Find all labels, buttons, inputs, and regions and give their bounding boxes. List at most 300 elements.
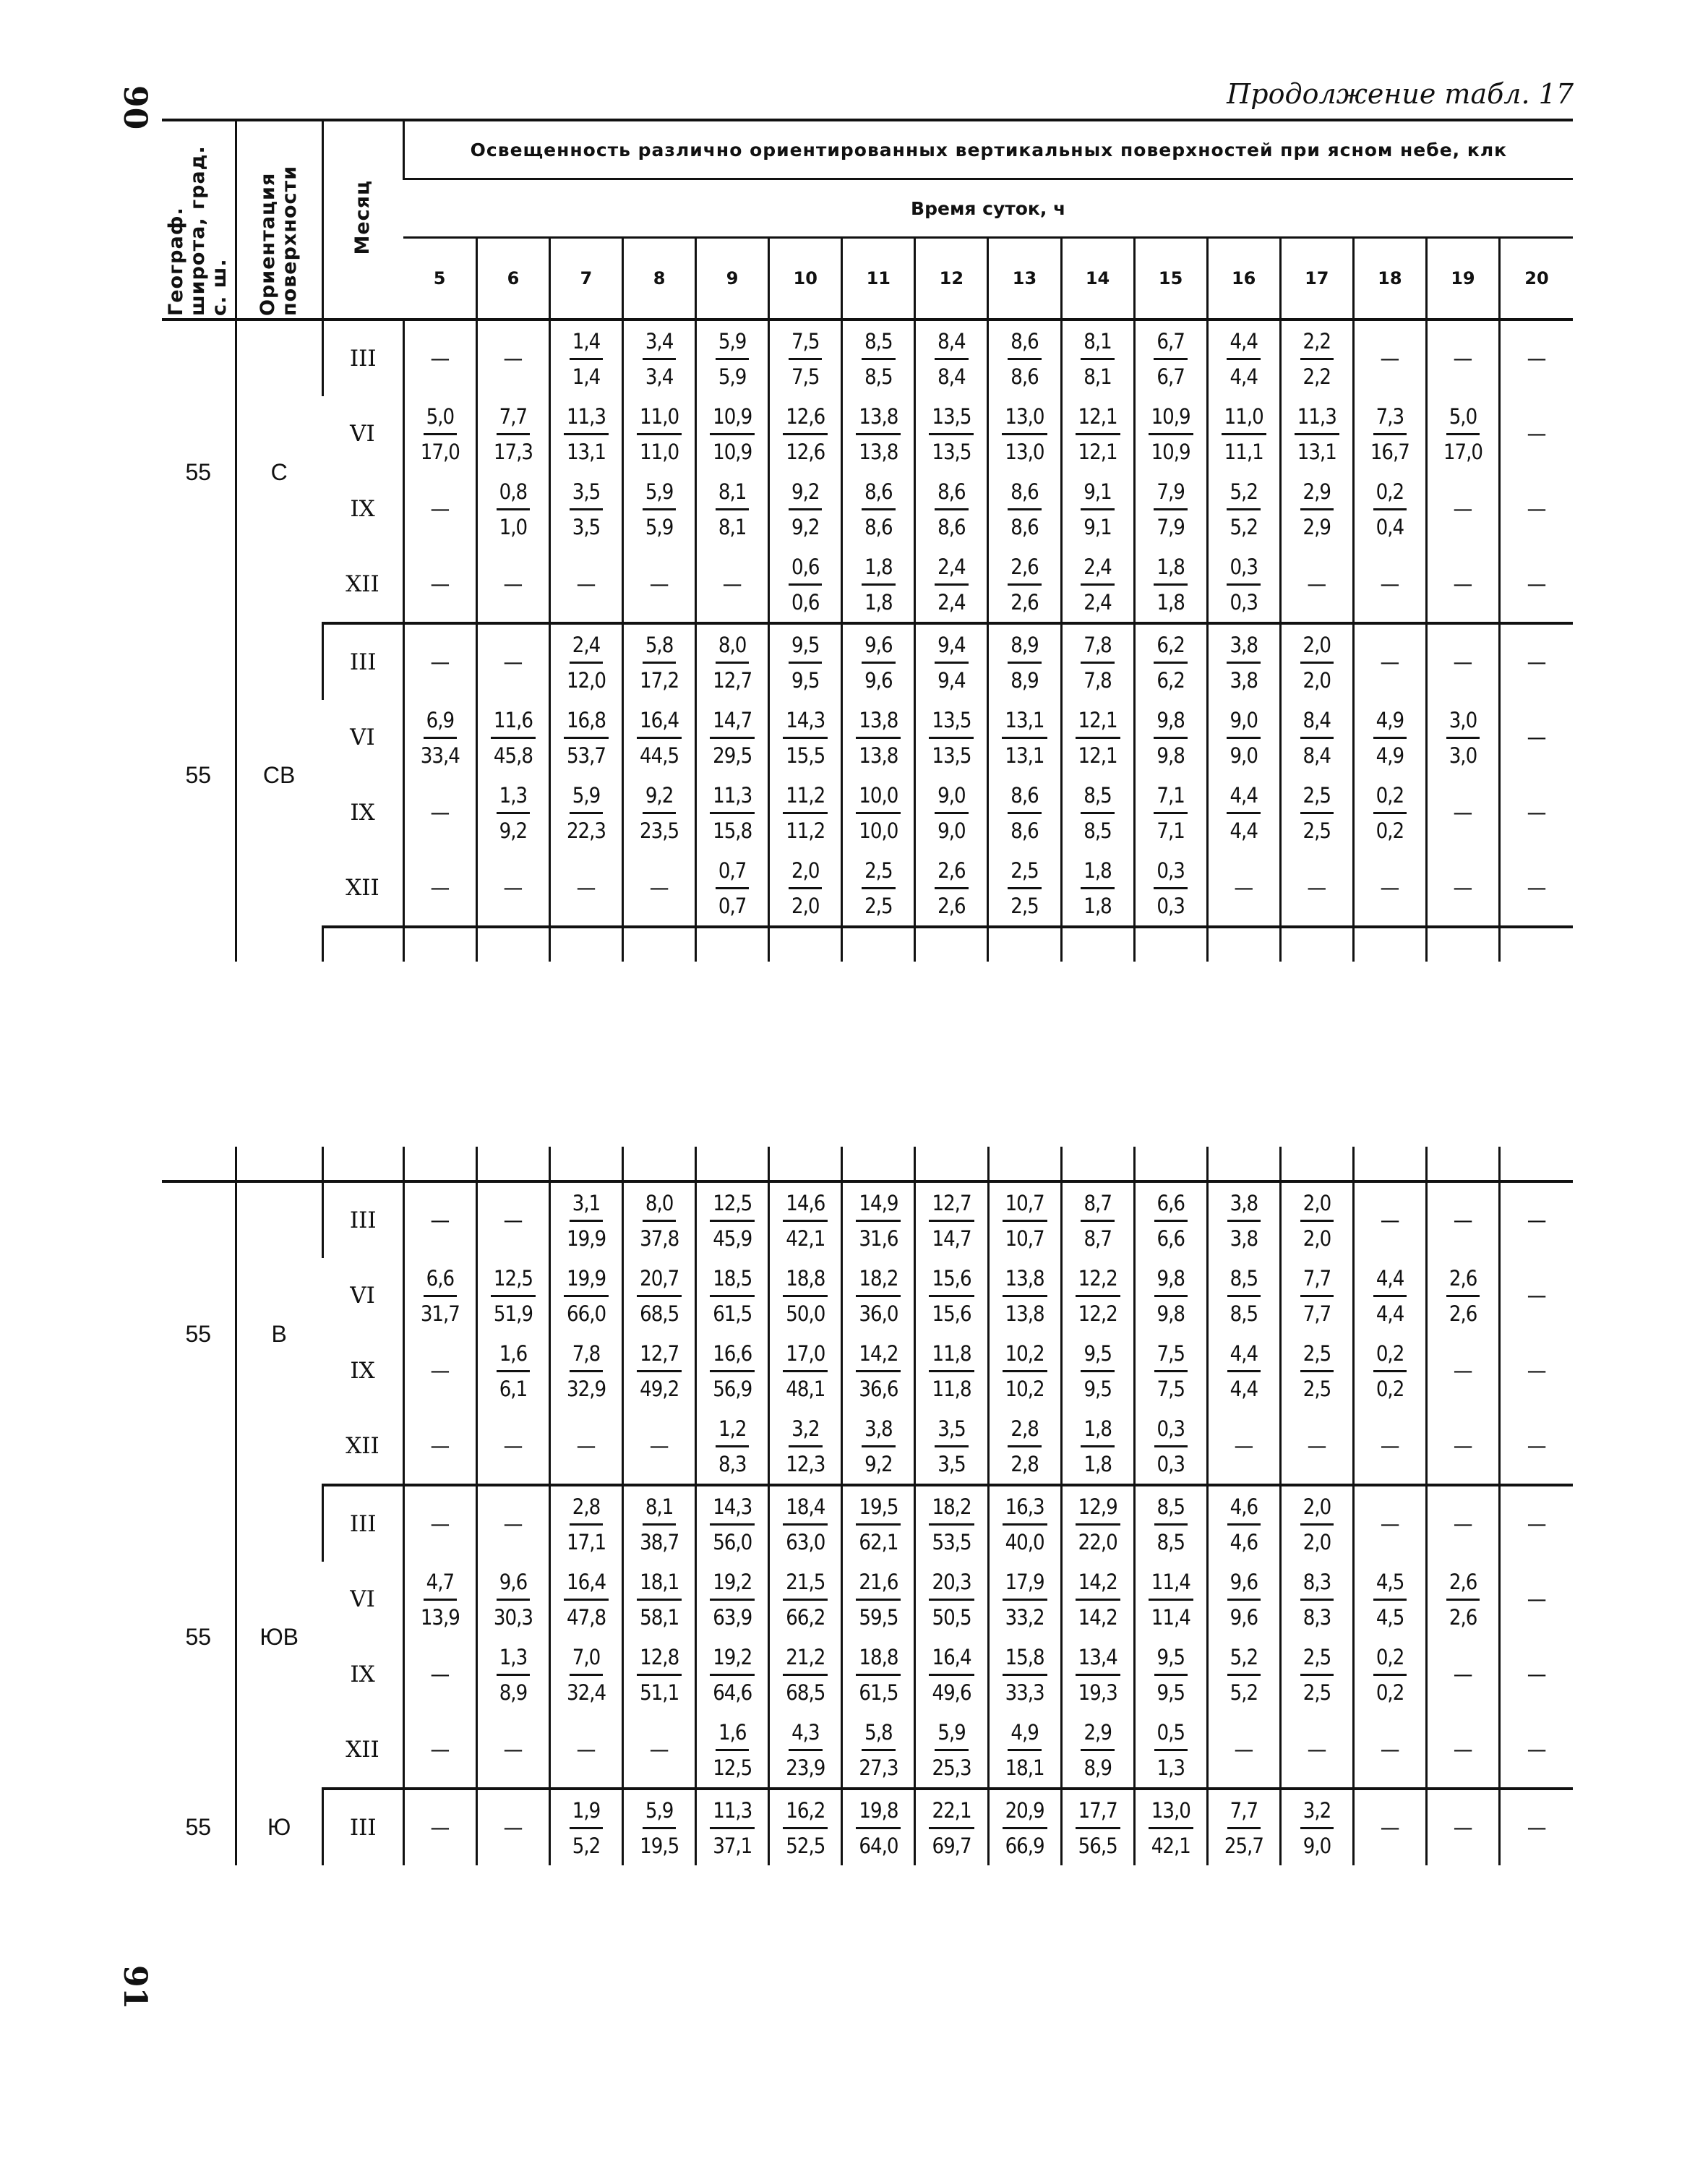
empty-dash: — xyxy=(1380,1511,1400,1537)
value-total: 2,5 xyxy=(1303,1680,1331,1705)
illuminance-fraction xyxy=(1081,329,1114,389)
value-cell xyxy=(842,1181,915,1258)
month-cell: III xyxy=(322,1485,403,1562)
value-direct: 8,6 xyxy=(1008,783,1041,814)
value-total: 12,1 xyxy=(1078,439,1117,464)
value-direct: 13,0 xyxy=(1002,404,1047,435)
value-cell xyxy=(1499,396,1573,471)
empty-dash: — xyxy=(1453,496,1473,522)
illuminance-fraction xyxy=(929,1570,974,1630)
spacer-cell xyxy=(1280,927,1353,962)
illuminance-fraction xyxy=(1149,404,1193,464)
value-cell xyxy=(1499,700,1573,775)
illuminance-fraction xyxy=(710,1191,755,1251)
value-cell xyxy=(476,623,549,700)
empty-dash: — xyxy=(1453,1661,1473,1687)
illuminance-fraction xyxy=(1373,708,1407,768)
value-direct: 17,9 xyxy=(1003,1570,1047,1601)
illuminance-fraction xyxy=(567,1341,606,1401)
value-direct: 7,7 xyxy=(497,404,530,435)
value-total: 14,7 xyxy=(932,1225,971,1251)
illuminance-fraction xyxy=(491,1266,536,1326)
illuminance-fraction xyxy=(713,1720,752,1780)
value-cell xyxy=(1426,850,1499,927)
month-cell: IX xyxy=(350,496,375,522)
empty-dash: — xyxy=(1527,496,1547,522)
illuminance-fraction xyxy=(929,1645,974,1705)
value-cell xyxy=(988,320,1061,396)
value-cell xyxy=(476,1333,549,1408)
value-direct: 8,5 xyxy=(1154,1494,1188,1526)
value-direct: 13,8 xyxy=(1003,1266,1047,1297)
illuminance-fraction xyxy=(1154,708,1187,768)
month-cell: IX xyxy=(350,1661,375,1687)
value-direct: 5,9 xyxy=(643,1798,676,1829)
value-cell xyxy=(769,1258,842,1333)
value-direct: 6,2 xyxy=(1154,633,1187,664)
value-cell xyxy=(1280,1637,1353,1712)
value-cell xyxy=(549,320,622,396)
value-cell xyxy=(1354,1562,1427,1637)
value-total: 0,7 xyxy=(718,893,747,918)
illuminance-fraction xyxy=(1081,1720,1114,1780)
illuminance-fraction xyxy=(1076,1494,1120,1554)
value-direct: 3,5 xyxy=(935,1416,968,1447)
value-cell xyxy=(550,1789,623,1865)
value-direct: 2,4 xyxy=(570,633,603,664)
illuminance-fraction xyxy=(1300,1191,1334,1251)
hour-header: 12 xyxy=(915,238,988,320)
illuminance-fraction xyxy=(570,329,603,389)
value-direct: 0,6 xyxy=(789,555,822,586)
table-title: Освещенность различно ориентированных вертикальных поверхностей при ясном небе, клк xyxy=(403,121,1573,179)
value-cell xyxy=(623,623,696,700)
value-total: 9,4 xyxy=(937,667,966,693)
running-head: Продолжение табл. 17 xyxy=(1227,78,1574,110)
value-direct: 5,9 xyxy=(716,329,749,360)
value-direct: 19,2 xyxy=(710,1645,755,1676)
value-total: 66,2 xyxy=(786,1604,825,1630)
value-direct: 7,8 xyxy=(570,1341,603,1372)
value-total: 33,3 xyxy=(1005,1680,1044,1705)
value-total: 17,2 xyxy=(640,667,679,693)
value-direct: 0,2 xyxy=(1373,1341,1407,1372)
hour-header: 9 xyxy=(696,238,769,320)
illuminance-fraction xyxy=(859,1720,898,1780)
empty-dash: — xyxy=(503,1815,523,1841)
value-direct: 7,0 xyxy=(570,1645,603,1676)
value-total: 10,2 xyxy=(1005,1376,1044,1401)
value-total: 8,5 xyxy=(1229,1301,1258,1326)
value-cell xyxy=(842,320,915,396)
value-total: 0,2 xyxy=(1376,1680,1404,1705)
empty-dash: — xyxy=(1453,1433,1473,1459)
illuminance-fraction xyxy=(789,858,822,918)
spacer-cell xyxy=(162,1147,236,1181)
empty-dash: — xyxy=(1527,1586,1547,1612)
value-cell xyxy=(403,1485,476,1562)
value-cell xyxy=(1134,1789,1207,1865)
value-total: 51,1 xyxy=(640,1680,679,1705)
empty-dash: — xyxy=(1380,1207,1400,1233)
value-cell xyxy=(1499,775,1573,850)
value-direct: 5,9 xyxy=(570,783,603,814)
value-total: 9,6 xyxy=(1229,1604,1258,1630)
empty-dash: — xyxy=(1234,875,1254,901)
value-total: 27,3 xyxy=(859,1755,898,1780)
value-cell xyxy=(1061,700,1134,775)
spacer-cell xyxy=(842,1147,915,1181)
value-cell xyxy=(1061,1637,1134,1712)
illuminance-fraction xyxy=(935,783,968,843)
value-direct: 9,5 xyxy=(789,633,822,664)
value-direct: 8,6 xyxy=(1008,479,1041,510)
value-cell xyxy=(1134,775,1207,850)
empty-dash: — xyxy=(503,1207,523,1233)
spacer-cell xyxy=(623,927,696,962)
value-total: 68,5 xyxy=(640,1301,679,1326)
value-cell xyxy=(696,1258,769,1333)
illuminance-fraction xyxy=(1446,708,1480,768)
illuminance-fraction xyxy=(1373,1266,1407,1326)
empty-dash: — xyxy=(1527,1283,1547,1309)
spacer-cell xyxy=(1134,927,1207,962)
value-total: 8,9 xyxy=(499,1680,528,1705)
value-cell xyxy=(915,1789,988,1865)
illuminance-fraction xyxy=(1154,633,1187,693)
value-direct: 4,9 xyxy=(1373,708,1407,739)
illuminance-fraction xyxy=(1154,858,1187,918)
value-direct: 7,7 xyxy=(1300,1266,1334,1297)
illuminance-fraction xyxy=(716,858,749,918)
value-direct: 6,6 xyxy=(1154,1191,1188,1222)
table-row xyxy=(162,1258,1573,1333)
spacer-cell xyxy=(769,1147,842,1181)
value-total: 13,1 xyxy=(1297,439,1336,464)
value-total: 69,7 xyxy=(932,1833,971,1858)
table-row xyxy=(162,775,1573,850)
spacer-cell xyxy=(696,1147,769,1181)
illuminance-fraction xyxy=(710,1341,755,1401)
empty-dash: — xyxy=(1527,1207,1547,1233)
illuminance-fraction xyxy=(1300,1341,1334,1401)
illuminance-fraction xyxy=(1227,783,1260,843)
value-total: 8,5 xyxy=(864,364,893,389)
value-total: 2,0 xyxy=(1303,667,1331,693)
orientation-cell: В xyxy=(236,1181,322,1485)
value-cell xyxy=(842,547,915,623)
value-direct: 7,9 xyxy=(1154,479,1187,510)
value-direct: 9,4 xyxy=(935,633,968,664)
value-cell xyxy=(1500,1712,1573,1789)
value-direct: 3,4 xyxy=(643,329,676,360)
empty-dash: — xyxy=(1527,1737,1547,1763)
value-direct: 20,3 xyxy=(929,1570,974,1601)
value-total: 19,3 xyxy=(1078,1680,1117,1705)
value-total: 13,8 xyxy=(1005,1301,1044,1326)
illuminance-fraction xyxy=(640,1191,679,1251)
value-direct: 16,3 xyxy=(1003,1494,1047,1526)
value-cell xyxy=(915,1562,988,1637)
table-row xyxy=(162,471,1573,547)
value-cell xyxy=(769,623,842,700)
illuminance-fraction xyxy=(570,1798,603,1858)
value-cell xyxy=(623,1712,696,1789)
value-cell xyxy=(1280,1562,1353,1637)
value-cell xyxy=(1280,471,1353,547)
spacer-cell xyxy=(236,927,322,962)
value-direct: 3,8 xyxy=(1227,633,1260,664)
value-direct: 10,2 xyxy=(1003,1341,1047,1372)
value-direct: 7,3 xyxy=(1373,404,1407,435)
illuminance-fraction xyxy=(710,1570,755,1630)
illuminance-table-lower xyxy=(162,1147,1573,1865)
value-cell xyxy=(696,1637,769,1712)
value-cell xyxy=(403,396,476,471)
value-total: 6,7 xyxy=(1156,364,1185,389)
value-total: 2,6 xyxy=(937,893,966,918)
value-direct: 2,8 xyxy=(570,1494,603,1526)
illuminance-fraction xyxy=(1008,555,1041,615)
value-cell xyxy=(988,1712,1061,1789)
value-total: 8,5 xyxy=(1083,818,1112,843)
value-total: 13,8 xyxy=(859,743,898,768)
value-direct: 21,6 xyxy=(856,1570,901,1601)
value-cell xyxy=(1353,471,1426,547)
value-direct: 2,5 xyxy=(1300,1645,1334,1676)
value-cell xyxy=(1280,547,1353,623)
value-cell xyxy=(915,1637,988,1712)
illuminance-fraction xyxy=(1081,783,1114,843)
latitude-cell: 55 xyxy=(185,458,212,485)
value-total: 47,8 xyxy=(567,1604,606,1630)
value-total: 63,0 xyxy=(786,1529,825,1554)
value-cell xyxy=(549,471,622,547)
value-cell xyxy=(623,1258,696,1333)
illuminance-fraction xyxy=(1081,1191,1114,1251)
spacer-cell xyxy=(322,927,403,962)
illuminance-fraction xyxy=(1154,329,1187,389)
value-direct: 9,2 xyxy=(643,783,676,814)
spacer-cell xyxy=(322,1147,403,1181)
spacer-cell xyxy=(988,927,1061,962)
value-total: 32,9 xyxy=(567,1376,606,1401)
value-direct: 8,1 xyxy=(716,479,749,510)
month-cell: VI xyxy=(350,724,375,750)
illuminance-fraction xyxy=(1008,783,1041,843)
illuminance-fraction xyxy=(1081,633,1114,693)
value-total: 6,6 xyxy=(1156,1225,1185,1251)
illuminance-fraction xyxy=(1154,1266,1188,1326)
illuminance-fraction xyxy=(1149,1570,1193,1630)
value-cell xyxy=(915,1408,988,1485)
value-cell xyxy=(769,320,842,396)
illuminance-fraction xyxy=(421,1266,460,1326)
empty-dash: — xyxy=(430,1661,450,1687)
value-direct: 1,8 xyxy=(1081,858,1114,889)
value-total: 66,9 xyxy=(1005,1833,1044,1858)
header-month-label: Месяц xyxy=(351,180,374,255)
value-direct: 13,8 xyxy=(856,404,901,435)
value-cell xyxy=(403,1562,476,1637)
value-cell xyxy=(1134,1181,1207,1258)
illuminance-fraction xyxy=(932,1720,971,1780)
value-direct: 0,2 xyxy=(1373,479,1407,510)
value-cell xyxy=(403,1181,476,1258)
spacer-cell xyxy=(1134,1147,1207,1181)
illuminance-fraction xyxy=(1002,404,1047,464)
empty-dash: — xyxy=(1453,571,1473,597)
value-cell xyxy=(769,1712,842,1789)
value-cell xyxy=(988,700,1061,775)
value-total: 13,5 xyxy=(932,743,971,768)
spacer-cell xyxy=(1353,927,1426,962)
value-direct: 9,0 xyxy=(1227,708,1260,739)
empty-dash: — xyxy=(1527,649,1547,675)
table-row xyxy=(162,1789,1573,1865)
hour-header: 19 xyxy=(1426,238,1499,320)
illuminance-fraction xyxy=(783,1494,828,1554)
spacer-cell xyxy=(623,1147,696,1181)
empty-dash: — xyxy=(649,1433,669,1459)
value-cell xyxy=(1280,1181,1353,1258)
empty-dash: — xyxy=(1527,1661,1547,1687)
value-cell xyxy=(550,1181,623,1258)
value-cell xyxy=(1061,775,1134,850)
value-cell xyxy=(988,775,1061,850)
value-total: 38,7 xyxy=(640,1529,679,1554)
hour-header: 18 xyxy=(1353,238,1426,320)
illuminance-fraction xyxy=(716,479,749,539)
value-direct: 8,1 xyxy=(643,1494,676,1526)
value-cell xyxy=(623,850,696,927)
illuminance-fraction xyxy=(497,479,530,539)
value-direct: 2,8 xyxy=(1008,1416,1041,1447)
value-cell xyxy=(915,775,988,850)
empty-dash: — xyxy=(1380,571,1400,597)
value-direct: 12,7 xyxy=(637,1341,682,1372)
value-total: 3,5 xyxy=(572,514,601,539)
value-total: 1,8 xyxy=(1083,1451,1112,1476)
value-cell xyxy=(988,1408,1061,1485)
value-cell xyxy=(1354,1789,1427,1865)
empty-dash: — xyxy=(1453,875,1473,901)
value-total: 8,3 xyxy=(718,1451,747,1476)
value-cell xyxy=(769,775,842,850)
value-cell xyxy=(915,320,988,396)
illuminance-fraction xyxy=(1373,479,1407,539)
value-cell xyxy=(476,1637,549,1712)
spacer-cell xyxy=(549,927,622,962)
value-cell xyxy=(1207,1333,1280,1408)
hour-header: 5 xyxy=(403,238,476,320)
value-cell xyxy=(1207,775,1280,850)
value-cell xyxy=(1280,396,1353,471)
illuminance-fraction xyxy=(1227,633,1260,693)
illuminance-fraction xyxy=(1300,1494,1334,1554)
value-cell xyxy=(842,1789,915,1865)
value-cell xyxy=(1427,1408,1500,1485)
value-total: 53,7 xyxy=(566,743,606,768)
hour-header: 10 xyxy=(769,238,842,320)
value-direct: 1,2 xyxy=(716,1416,749,1447)
value-total: 8,6 xyxy=(864,514,893,539)
illuminance-fraction xyxy=(716,329,749,389)
value-direct: 8,0 xyxy=(643,1191,676,1222)
value-cell xyxy=(1499,471,1573,547)
value-cell xyxy=(842,1258,915,1333)
value-total: 49,6 xyxy=(932,1680,971,1705)
spacer-cell xyxy=(476,1147,549,1181)
empty-dash: — xyxy=(503,649,523,675)
value-direct: 9,5 xyxy=(1081,1341,1114,1372)
value-total: 10,0 xyxy=(859,818,898,843)
value-total: 36,6 xyxy=(859,1376,898,1401)
value-direct: 4,4 xyxy=(1227,329,1260,360)
value-cell xyxy=(623,1181,696,1258)
value-cell xyxy=(1280,1789,1353,1865)
value-cell xyxy=(1061,320,1134,396)
value-cell xyxy=(476,1712,549,1789)
empty-dash: — xyxy=(1453,1511,1473,1537)
value-cell xyxy=(623,396,696,471)
value-cell xyxy=(769,1333,842,1408)
table-row xyxy=(162,623,1573,700)
value-cell xyxy=(1280,775,1353,850)
value-cell xyxy=(403,623,476,700)
value-cell xyxy=(842,850,915,927)
hour-header: 6 xyxy=(476,238,549,320)
value-direct: 2,9 xyxy=(1081,1720,1114,1751)
value-direct: 0,3 xyxy=(1154,858,1187,889)
value-cell xyxy=(1426,700,1499,775)
value-direct: 4,4 xyxy=(1373,1266,1407,1297)
value-total: 56,9 xyxy=(713,1376,752,1401)
value-cell xyxy=(623,547,696,623)
value-cell xyxy=(476,850,549,927)
value-direct: 14,9 xyxy=(856,1191,901,1222)
value-cell xyxy=(696,1712,769,1789)
value-total: 4,6 xyxy=(1229,1529,1258,1554)
value-cell xyxy=(476,775,549,850)
value-cell xyxy=(1500,1333,1573,1408)
table-row xyxy=(162,1408,1573,1485)
value-cell xyxy=(403,1333,476,1408)
illuminance-fraction xyxy=(862,633,895,693)
value-direct: 18,1 xyxy=(637,1570,682,1601)
empty-dash: — xyxy=(576,1433,596,1459)
value-cell xyxy=(549,850,622,927)
illuminance-fraction xyxy=(1076,708,1120,768)
empty-dash: — xyxy=(1307,875,1327,901)
empty-dash: — xyxy=(1527,1358,1547,1384)
illuminance-fraction xyxy=(789,633,822,693)
value-cell xyxy=(1500,1258,1573,1333)
value-cell xyxy=(1061,1258,1134,1333)
illuminance-fraction xyxy=(1224,1798,1263,1858)
illuminance-fraction xyxy=(1008,1416,1041,1476)
value-cell xyxy=(623,775,696,850)
value-total: 9,0 xyxy=(937,818,966,843)
value-total: 7,7 xyxy=(1303,1301,1331,1326)
value-cell xyxy=(1500,1408,1573,1485)
illuminance-fraction xyxy=(929,404,974,464)
value-total: 37,8 xyxy=(640,1225,679,1251)
value-direct: 21,5 xyxy=(783,1570,828,1601)
value-direct: 9,6 xyxy=(862,633,895,664)
value-cell xyxy=(1499,320,1573,396)
illuminance-fraction xyxy=(856,1798,901,1858)
